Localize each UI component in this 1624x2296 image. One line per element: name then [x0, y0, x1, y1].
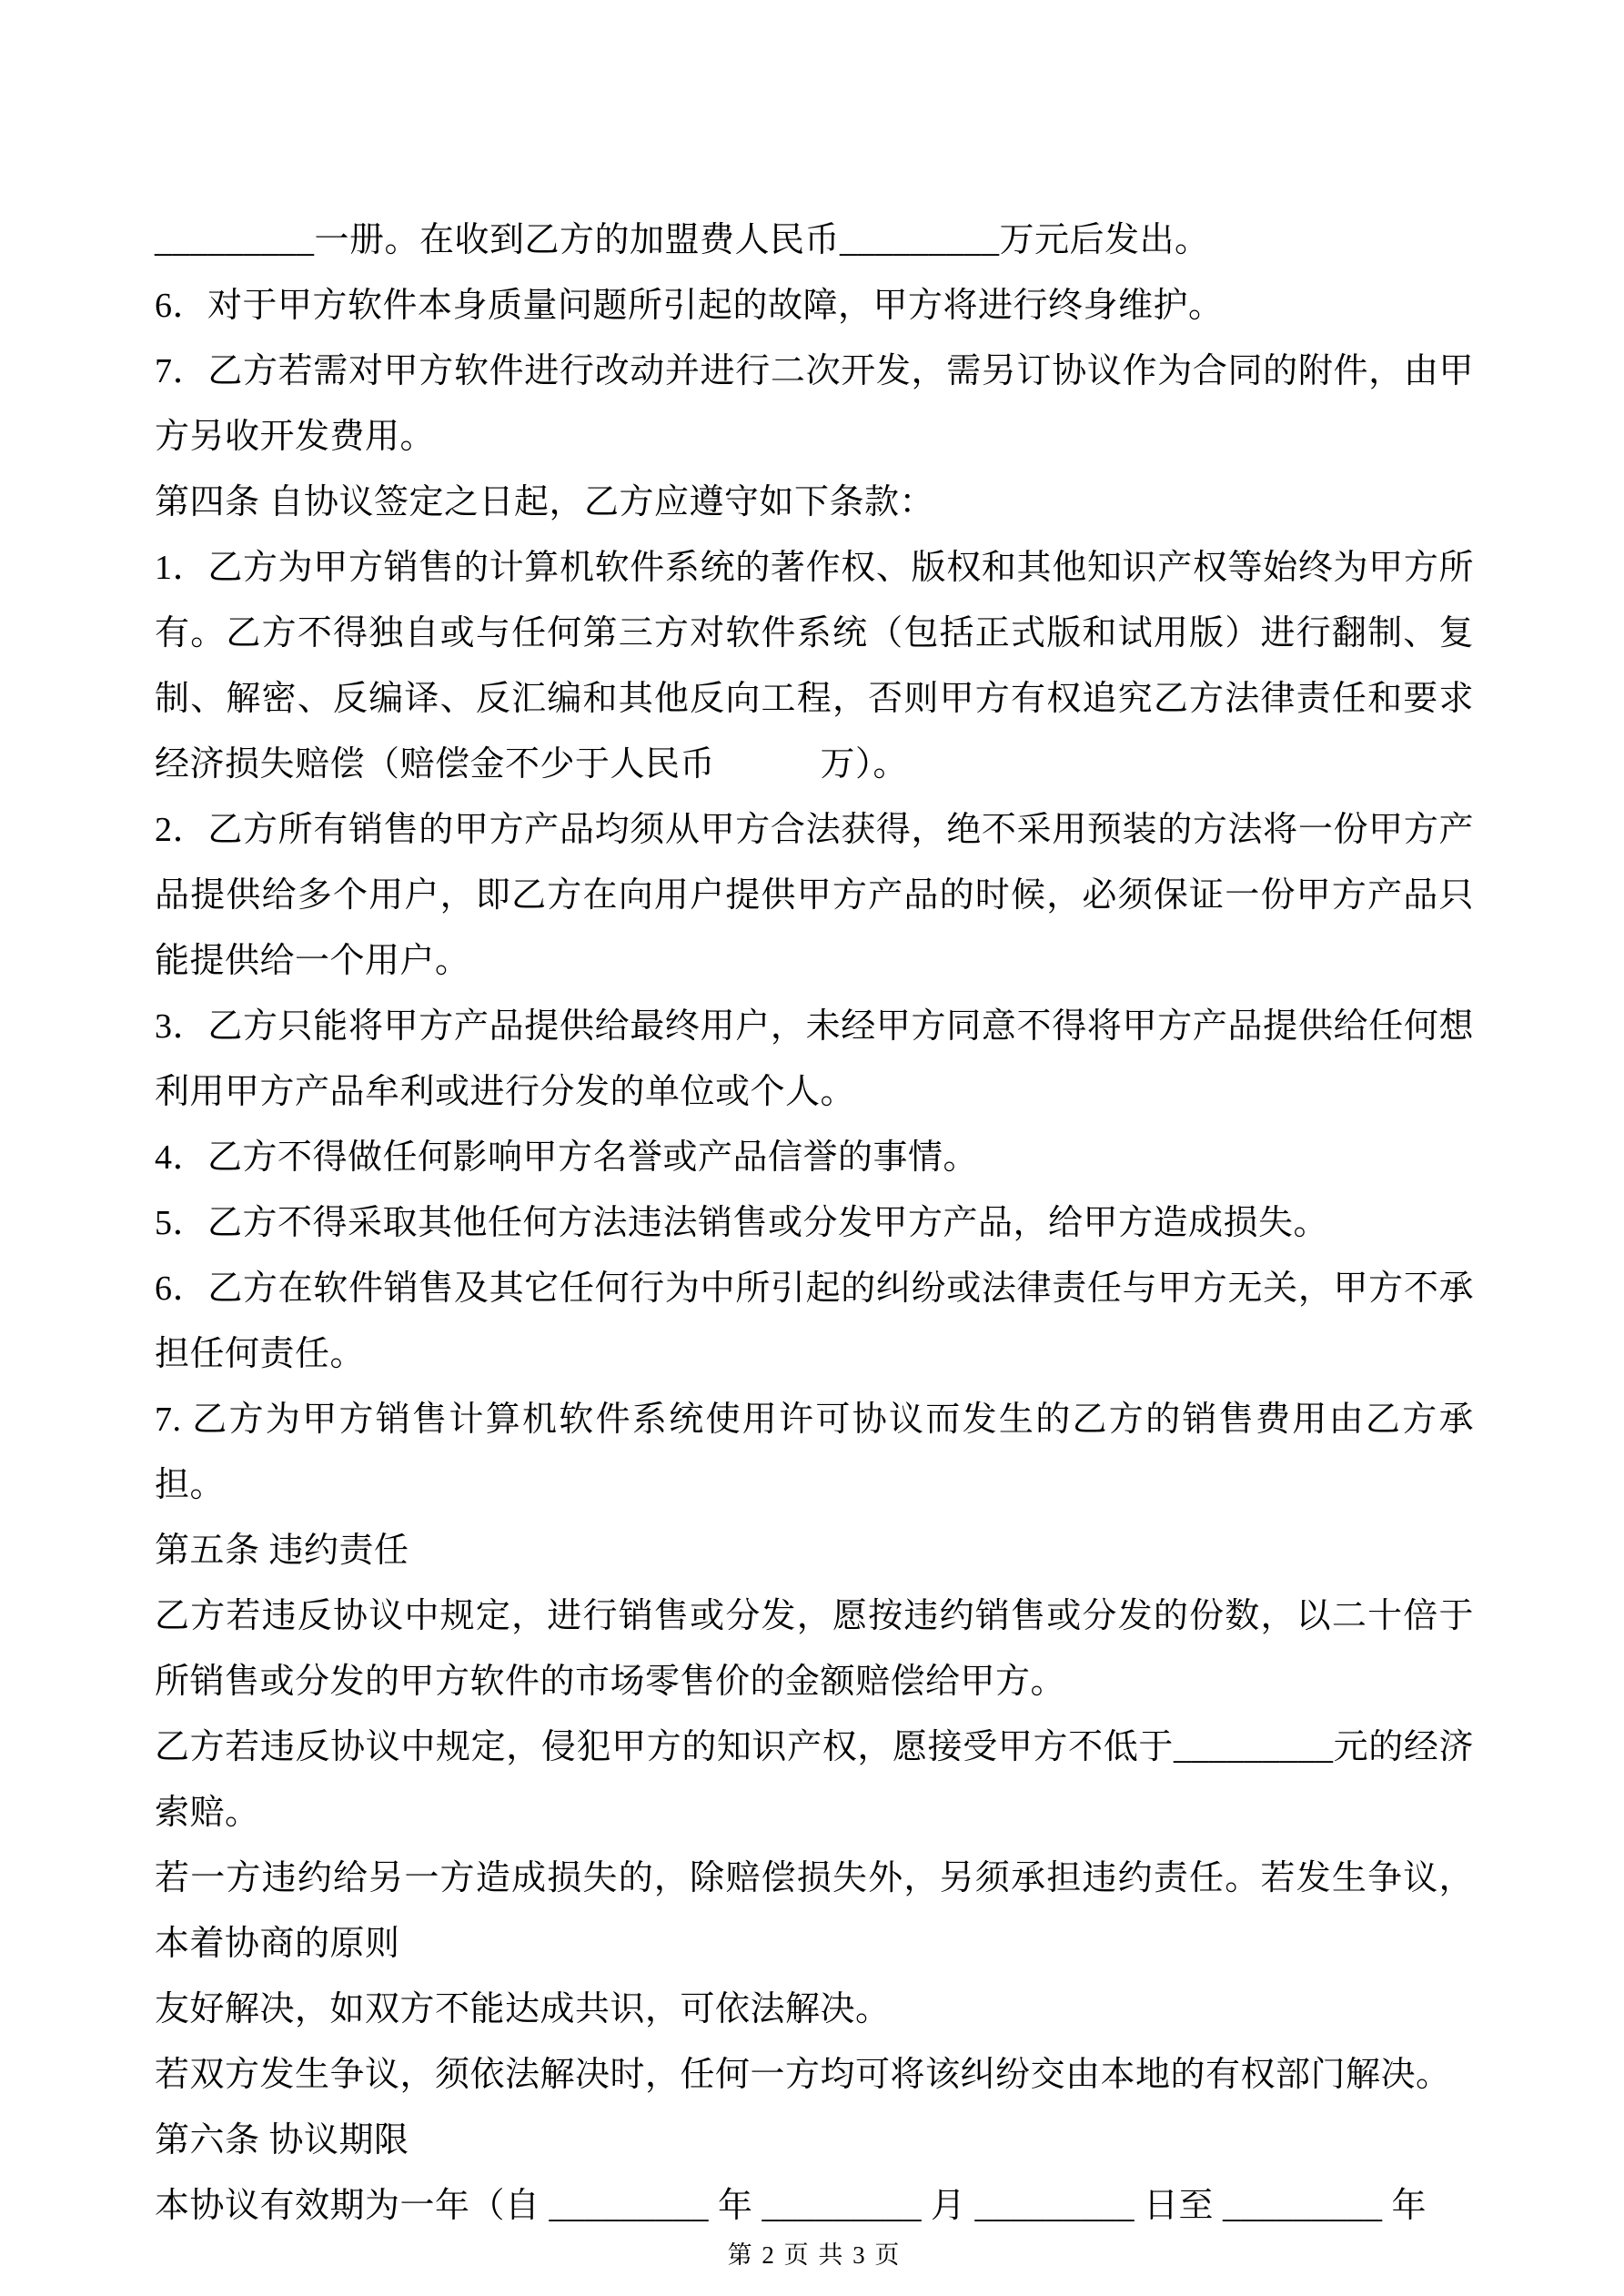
article-5-heading: 第五条 违约责任	[155, 1532, 409, 1570]
article5-breach-clause-1: 乙方若违反协议中规定，进行销售或分发，愿按违约销售或分发的份数，以二十倍于所销售或分发的甲方软件的市场零售价的金额赔偿给甲方。	[155, 1597, 1474, 1701]
article5-breach-clause-2: 乙方若违反协议中规定，侵犯甲方的知识产权，愿接受甲方不低于_________元的经济索赔。	[155, 1728, 1474, 1832]
article6-validity-line: 本协议有效期为一年（自 _________ 年 _________ 月 _________ 日至 _________ 年	[155, 2187, 1427, 2225]
article-4-heading: 第四条 自协议签定之日起，乙方应遵守如下条款：	[155, 483, 935, 521]
article4-item-7: 7. 乙方为甲方销售计算机软件系统使用许可协议而发生的乙方的销售费用由乙方承担。	[155, 1401, 1474, 1504]
article5-dispute-clause-1: 若一方违约给另一方造成损失的，除赔偿损失外，另须承担违约责任。若发生争议，本着协商的原则	[155, 1859, 1474, 1963]
clause3-item-7: 7．乙方若需对甲方软件进行改动并进行二次开发，需另订协议作为合同的附件，由甲方另收开发费用。	[155, 352, 1474, 456]
clause3-item-6: 6．对于甲方软件本身质量问题所引起的故障，甲方将进行终身维护。	[155, 287, 1224, 325]
article4-item-2: 2．乙方所有销售的甲方产品均须从甲方合法获得，绝不采用预装的方法将一份甲方产品提供给多个用户，即乙方在向用户提供甲方产品的时候，必须保证一份甲方产品只能提供给一个用户。	[155, 811, 1474, 980]
article4-item-4: 4．乙方不得做任何影响甲方名誉或产品信誉的事情。	[155, 1138, 979, 1177]
article4-item-1: 1．乙方为甲方销售的计算机软件系统的著作权、版权和其他知识产权等始终为甲方所有。乙方不得独自或与任何第三方对软件系统（包括正式版和试用版）进行翻制、复制、解密、反编译、反汇编和其他反向工程，否则甲方有权追究乙方法律责任和要求经济损失赔偿（赔偿金不少于人民币 万）。	[155, 549, 1474, 784]
fill-in-delivery-line: _________一册。在收到乙方的加盟费人民币_________万元后发出。	[155, 221, 1210, 259]
article4-item-3: 3．乙方只能将甲方产品提供给最终用户，未经甲方同意不得将甲方产品提供给任何想利用甲方产品牟利或进行分发的单位或个人。	[155, 1007, 1474, 1111]
contract-body	[155, 207, 1474, 2239]
article-6-heading: 第六条 协议期限	[155, 2121, 409, 2159]
page-number-footer: 第 2 页 共 3 页	[727, 2241, 902, 2269]
article5-dispute-clause-3: 若双方发生争议，须依法解决时，任何一方均可将该纠纷交由本地的有权部门解决。	[155, 2056, 1451, 2094]
article4-item-6: 6．乙方在软件销售及其它任何行为中所引起的纠纷或法律责任与甲方无关，甲方不承担任何责任。	[155, 1269, 1474, 1373]
article4-item-5: 5．乙方不得采取其他任何方法违法销售或分发甲方产品，给甲方造成损失。	[155, 1204, 1329, 1242]
article5-dispute-clause-2: 友好解决，如双方不能达成共识，可依法解决。	[155, 1990, 891, 2028]
